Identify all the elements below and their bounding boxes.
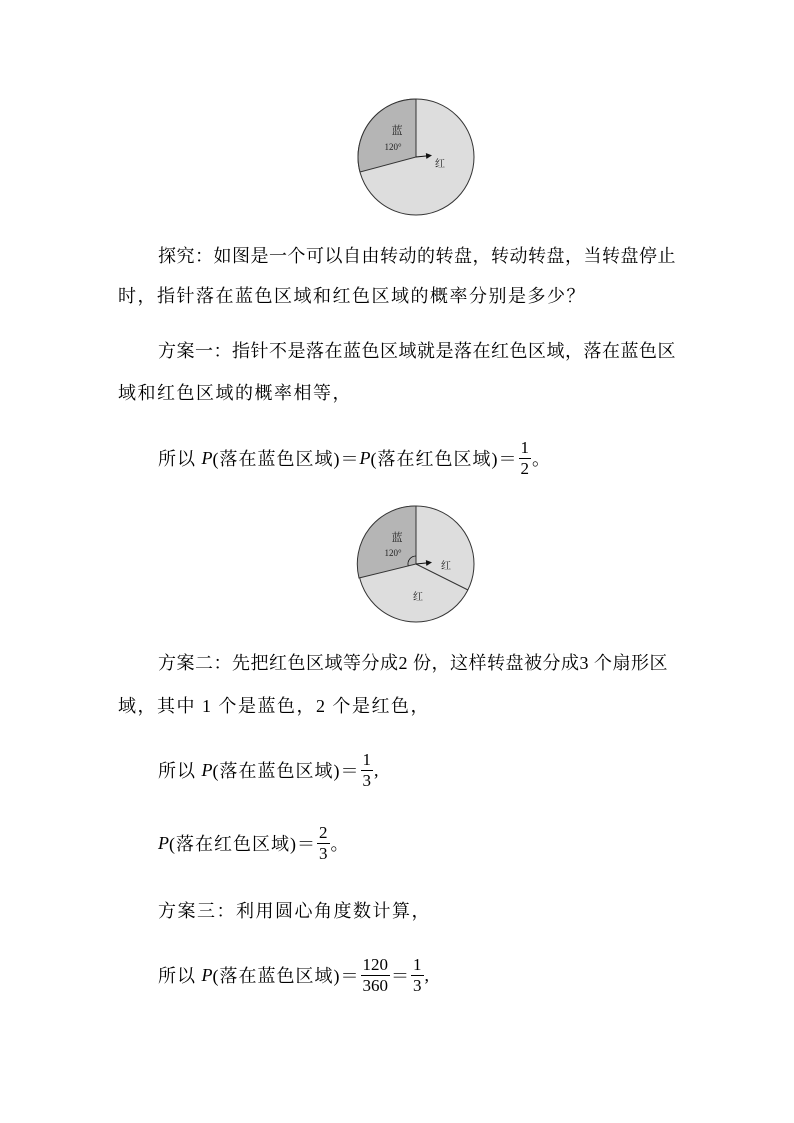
fraction-one-third	[411, 955, 424, 996]
blue-label: 蓝	[391, 125, 403, 137]
event-blue: (落在蓝色区域)＝	[212, 966, 360, 986]
fraction-denominator: 3	[413, 975, 422, 995]
fraction-numerator: 1	[520, 437, 529, 457]
angle-label: 120°	[384, 548, 402, 558]
plan2-result-red	[158, 819, 350, 867]
red-label: 红	[435, 159, 445, 170]
result-suffix: 。	[330, 834, 350, 854]
plan2-line-1: 方案二：先把红色区域等分成2 份，这样转盘被分成3 个扇形区	[158, 653, 668, 673]
angle-label: 120°	[384, 142, 402, 152]
red-label-upper: 红	[441, 561, 451, 572]
probability-symbol: P	[201, 447, 213, 468]
plan2-line-2: 域，其中 1 个是蓝色，2 个是红色，	[118, 696, 430, 716]
plan1-result	[158, 434, 551, 482]
fraction-denominator: 3	[362, 770, 371, 790]
fraction-one-half	[519, 438, 532, 479]
fraction-numerator: 120	[362, 954, 388, 974]
fraction-numerator: 1	[413, 954, 422, 974]
result-prefix: 所以	[158, 966, 202, 986]
plan1-line-2: 域和红色区域的概率相等，	[118, 383, 352, 403]
event-blue: (落在蓝色区域)＝	[212, 449, 360, 469]
blue-label: 蓝	[391, 532, 403, 544]
probability-symbol: P	[359, 447, 371, 468]
fraction-denominator: 360	[362, 975, 388, 995]
red-label-lower: 红	[413, 592, 423, 603]
event-red: (落在红色区域)＝	[169, 834, 316, 854]
fraction-numerator: 1	[362, 749, 371, 769]
result-prefix: 所以	[158, 761, 202, 781]
result-suffix: ,	[374, 759, 380, 780]
plan2-result-blue	[158, 746, 380, 794]
equals-sign: ＝	[391, 966, 410, 986]
fraction-two-thirds	[317, 823, 330, 864]
event-red: (落在红色区域)＝	[370, 449, 518, 469]
plan3-result	[158, 951, 430, 999]
result-suffix: 。	[532, 449, 551, 469]
fraction-numerator: 2	[319, 822, 328, 842]
plan1-line-1: 方案一：指针不是落在蓝色区域就是落在红色区域，落在蓝色区	[158, 341, 676, 361]
result-suffix: ,	[424, 964, 430, 985]
result-prefix: 所以	[158, 449, 202, 469]
fraction-denominator: 2	[520, 458, 529, 478]
plan3-line-1: 方案三：利用圆心角度数计算，	[158, 901, 431, 921]
fraction-one-third	[361, 750, 374, 791]
event-blue: (落在蓝色区域)＝	[212, 761, 360, 781]
fraction-120-over-360	[361, 955, 391, 996]
probability-symbol: P	[158, 832, 169, 853]
probability-symbol: P	[201, 759, 213, 780]
inquiry-line-1: 探究：如图是一个可以自由转动的转盘，转动转盘，当转盘停止	[158, 246, 676, 266]
inquiry-line-2: 时，指针落在蓝色区域和红色区域的概率分别是多少？	[118, 286, 586, 306]
fraction-denominator: 3	[319, 843, 328, 863]
spinner-figure-1	[355, 96, 479, 220]
probability-symbol: P	[201, 964, 213, 985]
spinner-figure-2	[355, 503, 479, 627]
